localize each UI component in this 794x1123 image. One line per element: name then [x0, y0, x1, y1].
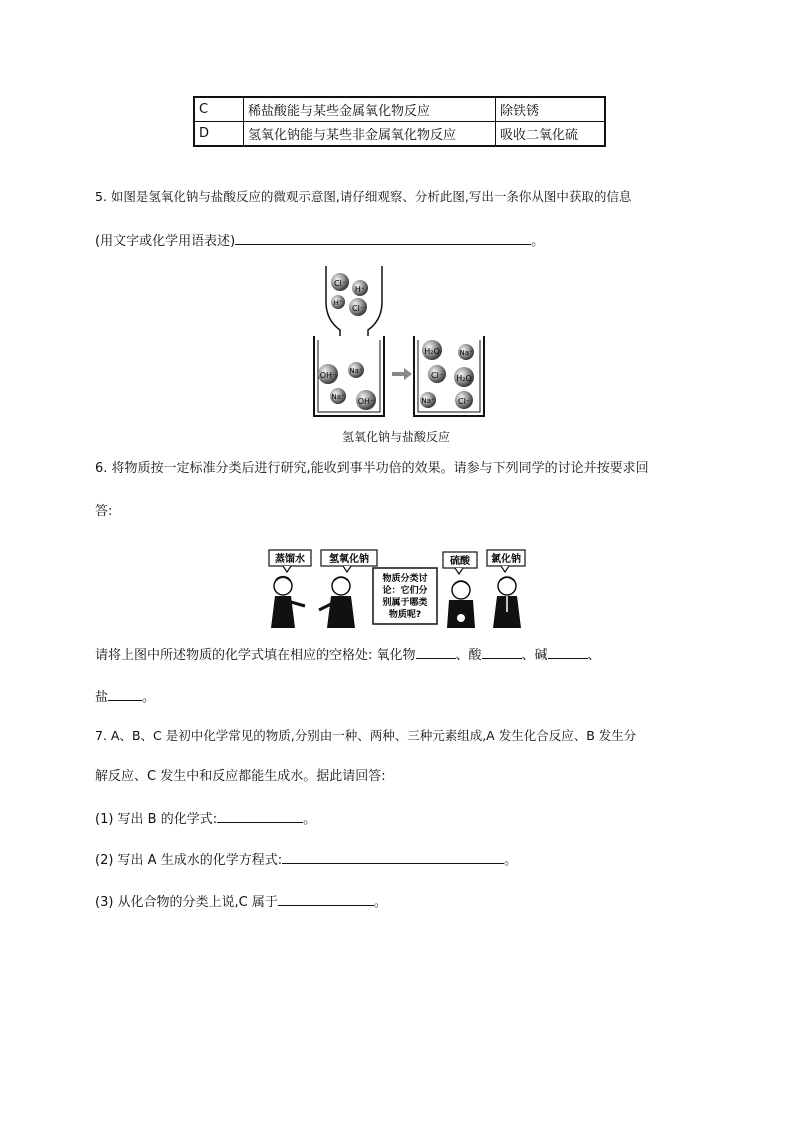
student-figure-1 [271, 576, 305, 628]
student-figure-3 [447, 581, 475, 628]
beaker2-ion-1: H₂O [424, 347, 440, 356]
discussion-box [373, 568, 437, 624]
bubble-text-4: 氯化钠 [491, 554, 521, 565]
box-line-2: 论：它们分 [382, 586, 428, 596]
table-row [194, 97, 605, 122]
beaker2-ion-3: Cl⁻ [430, 371, 444, 380]
q6-fill-text-1: 请将上图中所述物质的化学式填在相应的空格处: 氧化物 [95, 648, 416, 663]
speech-bubble-4 [487, 550, 525, 572]
student-figure-2 [319, 577, 355, 628]
q7-sub2-prefix: (2) 写出 A 生成水的化学方程式: [95, 853, 283, 868]
q6-stem-line2: 答: [95, 504, 113, 519]
q7-sub3-suffix: 。 [373, 895, 387, 910]
q6-fill-text-3: 、碱 [521, 648, 548, 663]
beaker2-ion-2: Na⁺ [459, 349, 473, 357]
q7-stem-line2: 解反应、C 发生中和反应都能生成水。据此请回答: [95, 769, 386, 784]
q6-salt-line [95, 688, 155, 707]
q7-sub1 [95, 810, 316, 829]
q6-fill-line [95, 646, 601, 665]
q5-stem-line1: 5. 如图是氢氧化钠与盐酸反应的微观示意图,请仔细观察、分析此图,写出一条你从图中获取的信息 [95, 189, 632, 204]
box-line-4: 物质呢? [388, 610, 422, 620]
student-figure-4 [493, 577, 521, 628]
q7-sub1-blank[interactable] [217, 810, 303, 823]
q7-sub3-blank[interactable] [278, 893, 374, 906]
q7-stem-line1: 7. A、B、C 是初中化学常见的物质,分别由一种、两种、三种元素组成,A 发生化合反应、B 发生分 [95, 728, 637, 743]
row-use: 吸收二氧化硫 [496, 122, 606, 147]
beaker1-ion-4: OH⁻ [357, 397, 375, 406]
q5-suffix: 。 [531, 234, 545, 249]
oxide-blank[interactable] [416, 646, 456, 659]
beaker1-ion-3: Na⁺ [331, 393, 345, 401]
q7-sub2-blank[interactable] [282, 851, 504, 864]
salt-blank[interactable] [108, 688, 142, 701]
reaction-arrow-icon [392, 368, 412, 380]
q6-salt-suffix: 。 [142, 690, 156, 705]
q6-fill-text-4: 、 [587, 648, 601, 663]
q5-answer-blank[interactable] [235, 232, 531, 245]
row-label: D [194, 122, 244, 147]
table-row [194, 122, 605, 147]
q6-stem-line1: 6. 将物质按一定标准分类后进行研究,能收到事半功倍的效果。请参与下列同学的讨论并按要求回 [95, 461, 649, 476]
acid-blank[interactable] [482, 646, 522, 659]
figure-caption: 氢氧化钠与盐酸反应 [342, 430, 451, 444]
beaker2-ion-5: Na⁺ [421, 397, 435, 405]
bubble-text-2: 氢氧化钠 [329, 554, 369, 565]
q7-sub1-prefix: (1) 写出 B 的化学式: [95, 812, 218, 827]
box-line-1: 物质分类讨 [382, 574, 428, 584]
row-property: 稀盐酸能与某些金属氧化物反应 [244, 97, 496, 122]
box-line-3: 别属于哪类 [382, 598, 428, 608]
beaker2-ion-4: H₂O [456, 374, 472, 383]
q6-fill-text-2: 、酸 [455, 648, 482, 663]
base-blank[interactable] [548, 646, 588, 659]
beaker1-ion-2: Na⁺ [349, 367, 363, 375]
speech-bubble-3 [443, 552, 477, 574]
q7-sub2 [95, 851, 517, 870]
speech-bubble-1 [269, 550, 311, 572]
students-discussion-figure [265, 546, 527, 630]
neutralization-diagram [300, 262, 500, 422]
q6-salt-prefix: 盐 [95, 690, 109, 705]
row-label: C [194, 97, 244, 122]
q7-sub2-suffix: 。 [504, 853, 518, 868]
beaker1-ion-1: OH⁻ [319, 371, 337, 380]
funnel-ion-1: Cl⁻ [333, 279, 347, 288]
q7-sub3 [95, 893, 387, 912]
row-property: 氢氧化钠能与某些非金属氧化物反应 [244, 122, 496, 147]
funnel-ion-2: H⁺ [354, 285, 366, 294]
q7-sub3-prefix: (3) 从化合物的分类上说,C 属于 [95, 895, 278, 910]
speech-bubble-2 [321, 550, 377, 572]
q5-stem-line2 [95, 232, 544, 251]
bubble-text-3: 硫酸 [450, 556, 470, 567]
funnel-ion-4: Cl⁻ [351, 304, 365, 313]
beaker2-ion-6: Cl⁻ [457, 397, 471, 406]
row-use: 除铁锈 [496, 97, 606, 122]
bubble-text-1: 蒸馏水 [275, 554, 305, 565]
q5-prefix: (用文字或化学用语表述) [95, 234, 236, 249]
q7-sub1-suffix: 。 [303, 812, 317, 827]
funnel-ion-3: H⁺ [333, 299, 343, 307]
property-use-table [193, 96, 606, 147]
